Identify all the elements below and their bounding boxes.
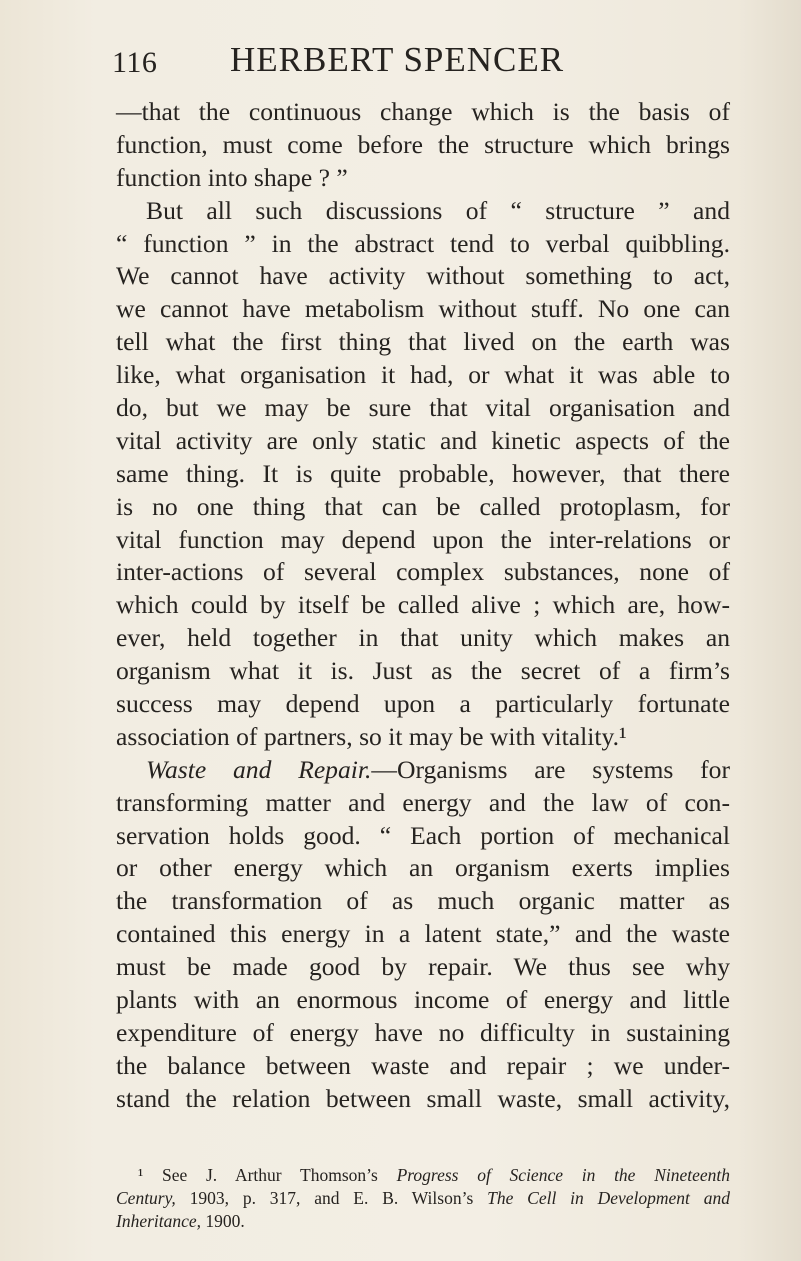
text-line: the balance between waste and repair ; we under- xyxy=(116,1050,730,1080)
text-line: success may depend upon a particularly fortunate xyxy=(116,689,730,719)
text-line: servation holds good. “ Each portion of mechanical xyxy=(116,820,730,850)
text-line: vital activity are only static and kinetic aspects of the xyxy=(116,425,730,455)
text-line-waste-and-repair: Waste and Repair.—Organisms are systems for xyxy=(146,754,730,784)
text-line: do, but we may be sure that vital organisation and xyxy=(116,393,730,423)
text-line: inter-actions of several complex substances, none of xyxy=(116,557,730,587)
footnote-line: ¹ See J. Arthur Thomson’s Progress of Science in the Nineteenth xyxy=(138,1165,731,1185)
text-line: But all such discussions of “ structure ” and xyxy=(146,195,730,225)
text-line: same thing. It is quite probable, however, that there xyxy=(116,458,730,488)
text-line: association of partners, so it may be with vitality.¹ xyxy=(116,721,627,751)
body-text xyxy=(116,96,730,1116)
running-head: HERBERT SPENCER xyxy=(230,40,565,79)
text-line: vital function may depend upon the inter-relations or xyxy=(116,524,730,554)
text-line: tell what the first thing that lived on the earth was xyxy=(116,327,730,357)
text-line: which could by itself be called alive ; which are, how- xyxy=(116,590,730,620)
text-line: “ function ” in the abstract tend to verbal quibbling. xyxy=(116,228,730,258)
footnote-title-italic: The Cell in Development and xyxy=(487,1188,730,1208)
text-line: must be made good by repair. We thus see why xyxy=(116,952,730,982)
text-line: function, must come before the structure which brings xyxy=(116,129,730,159)
text-line: expenditure of energy have no difficulty in sustaining xyxy=(116,1017,730,1047)
text-line: or other energy which an organism exerts implies xyxy=(116,853,730,883)
footnote-title-italic: Century, xyxy=(116,1188,176,1208)
footnote-title-italic: Inheritance, xyxy=(116,1211,202,1231)
section-heading-italic: Waste and Repair. xyxy=(146,754,372,784)
page-number: 116 xyxy=(112,46,158,79)
text-line: —that the continuous change which is the basis of xyxy=(116,97,730,126)
text-line: like, what organisation it had, or what it was able to xyxy=(116,360,730,390)
text-line: the transformation of as much organic matter as xyxy=(116,886,730,916)
text-line: function into shape ? ” xyxy=(116,162,348,192)
footnote-line: Century, 1903, p. 317, and E. B. Wilson’s The Cell in Development and xyxy=(116,1188,730,1208)
text-line: organism what it is. Just as the secret of a firm’s xyxy=(116,656,730,686)
text-line: ever, held together in that unity which makes an xyxy=(116,623,730,653)
text-line: plants with an enormous income of energy and little xyxy=(116,985,730,1015)
footnote-title-italic: Progress of Science in the Nineteenth xyxy=(396,1165,731,1185)
text-line: We cannot have activity without something to act, xyxy=(116,261,730,291)
text-line: transforming matter and energy and the law of con- xyxy=(116,787,730,817)
footnote-line: Inheritance, 1900. xyxy=(116,1211,245,1231)
text-line: stand the relation between small waste, small activity, xyxy=(116,1083,730,1113)
page-header xyxy=(112,40,742,88)
text-line: is no one thing that can be called protoplasm, for xyxy=(116,491,730,521)
text-line: contained this energy in a latent state,” and the waste xyxy=(116,919,730,949)
footnotes xyxy=(116,1164,730,1233)
text-line: we cannot have metabolism without stuff. No one can xyxy=(116,294,730,324)
